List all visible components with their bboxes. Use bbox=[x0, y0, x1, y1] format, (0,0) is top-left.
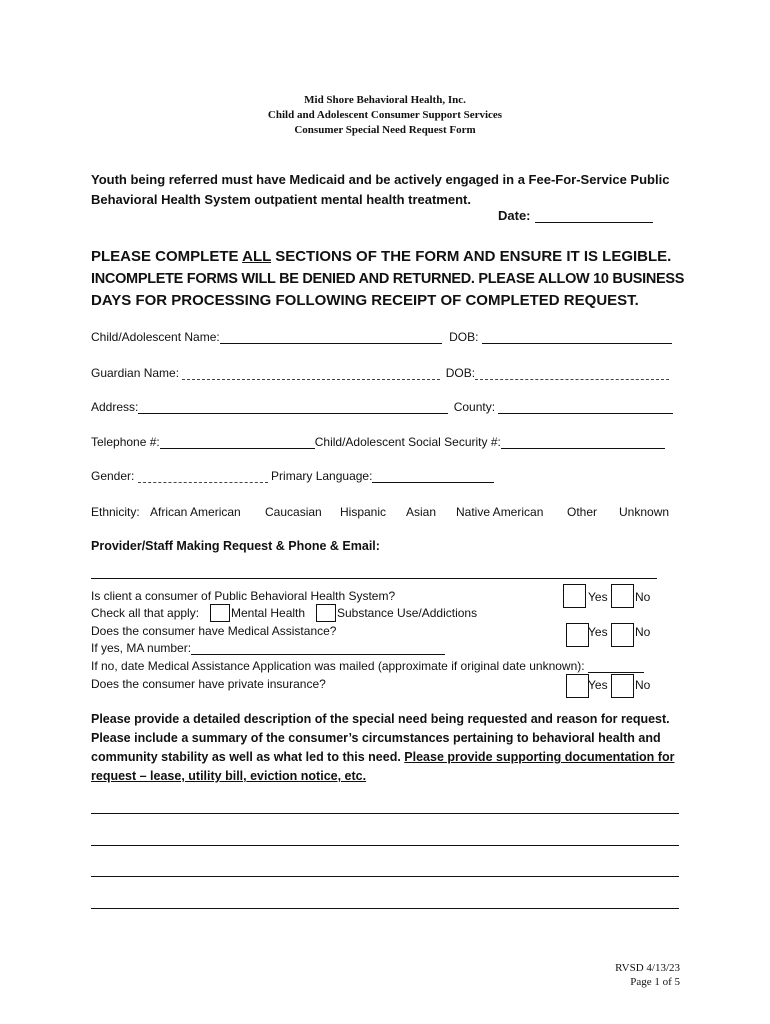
ethnicity-african-american[interactable]: African American bbox=[150, 505, 241, 519]
child-name-blank[interactable] bbox=[220, 331, 442, 344]
special-need-text: Please provide a detailed description of the special need being requested and reason for request. Please include a summary of the consumer’s circumstances pertaining to behavioral health and community stability as well as what led to this need. bbox=[91, 712, 670, 764]
telephone-blank[interactable] bbox=[160, 436, 315, 449]
q4-no-checkbox[interactable] bbox=[611, 674, 634, 698]
eligibility-text bbox=[91, 170, 691, 210]
provider-blank[interactable] bbox=[91, 578, 657, 579]
telephone-row bbox=[91, 435, 665, 449]
child-name-label: Child/Adolescent Name: bbox=[91, 330, 220, 344]
instructions-line-2: INCOMPLETE FORMS WILL BE DENIED AND RETURNED. PLEASE ALLOW 10 BUSINESS bbox=[91, 271, 685, 287]
description-line-1[interactable] bbox=[91, 813, 679, 814]
county-blank[interactable] bbox=[498, 401, 673, 414]
q-public-bh-system: Is client a consumer of Public Behavioral Health System? bbox=[91, 589, 396, 603]
special-need-instructions bbox=[91, 710, 691, 786]
revision-date: RVSD 4/13/23 bbox=[615, 962, 680, 974]
description-line-2[interactable] bbox=[91, 845, 679, 846]
ma-application-date-blank[interactable] bbox=[588, 660, 644, 673]
check-all-row bbox=[91, 606, 199, 620]
ethnicity-unknown[interactable]: Unknown bbox=[619, 505, 670, 519]
guardian-row bbox=[91, 366, 669, 380]
mental-health-label: Mental Health bbox=[231, 606, 306, 620]
instructions-all: ALL bbox=[242, 248, 272, 265]
check-all-label: Check all that apply: bbox=[91, 606, 200, 620]
description-line-3[interactable] bbox=[91, 876, 679, 877]
guardian-name-blank[interactable] bbox=[182, 367, 440, 380]
date-blank[interactable] bbox=[535, 209, 653, 223]
address-label: Address: bbox=[91, 400, 139, 414]
date-label: Date: bbox=[498, 208, 531, 223]
q2-yes-checkbox[interactable] bbox=[566, 623, 589, 647]
county-label: County: bbox=[453, 400, 496, 414]
language-label: Primary Language: bbox=[271, 469, 373, 483]
gender-label: Gender: bbox=[91, 469, 135, 483]
q1-yes-checkbox[interactable] bbox=[563, 584, 586, 608]
instructions-part-1: PLEASE COMPLETE bbox=[91, 248, 243, 265]
ma-number-row bbox=[91, 641, 445, 655]
form-title: Consumer Special Need Request Form bbox=[294, 124, 476, 136]
q4-yes-checkbox[interactable] bbox=[566, 674, 589, 698]
supporting-docs-text: Please provide supporting documentation for request – lease, utility bill, eviction notice, etc. bbox=[91, 750, 675, 783]
q1-yes-label: Yes bbox=[588, 590, 608, 604]
ethnicity-native-american[interactable]: Native American bbox=[456, 505, 544, 519]
ma-number-blank[interactable] bbox=[191, 642, 445, 655]
description-line-4[interactable] bbox=[91, 908, 679, 909]
q-medical-assistance: Does the consumer have Medical Assistance? bbox=[91, 624, 337, 638]
ethnicity-label: Ethnicity: bbox=[91, 505, 140, 519]
program-name: Child and Adolescent Consumer Support Services bbox=[267, 109, 503, 121]
eligibility-line-2: Behavioral Health System outpatient mental health treatment. bbox=[91, 192, 471, 207]
instructions-line-3: DAYS FOR PROCESSING FOLLOWING RECEIPT OF COMPLETED REQUEST. bbox=[91, 292, 639, 309]
q4-yes-label: Yes bbox=[588, 678, 608, 692]
substance-use-label: Substance Use/Addictions bbox=[337, 606, 478, 620]
ethnicity-other[interactable]: Other bbox=[567, 505, 598, 519]
ssn-blank[interactable] bbox=[501, 436, 665, 449]
q4-no-label: No bbox=[635, 678, 651, 692]
ma-application-label: If no, date Medical Assistance Application was mailed (approximate if original date unknown): bbox=[91, 659, 585, 673]
guardian-dob-label: DOB: bbox=[445, 366, 476, 380]
child-dob-label: DOB: bbox=[449, 330, 479, 344]
mental-health-checkbox[interactable] bbox=[210, 604, 230, 622]
eligibility-line-1: Youth being referred must have Medicaid and be actively engaged in a Fee-For-Service Public bbox=[91, 172, 670, 187]
ssn-label: Child/Adolescent Social Security #: bbox=[314, 435, 501, 449]
gender-blank[interactable] bbox=[138, 470, 268, 483]
q1-no-checkbox[interactable] bbox=[611, 584, 634, 608]
org-name: Mid Shore Behavioral Health, Inc. bbox=[304, 94, 466, 106]
child-dob-blank[interactable] bbox=[482, 331, 672, 344]
instructions-line-1 bbox=[91, 246, 691, 268]
ethnicity-caucasian[interactable]: Caucasian bbox=[265, 505, 322, 519]
q2-no-checkbox[interactable] bbox=[611, 623, 634, 647]
ethnicity-hispanic[interactable]: Hispanic bbox=[340, 505, 387, 519]
q-private-insurance: Does the consumer have private insurance? bbox=[91, 677, 326, 691]
address-row bbox=[91, 400, 673, 414]
child-name-row bbox=[91, 330, 672, 344]
ethnicity-asian[interactable]: Asian bbox=[406, 505, 437, 519]
gender-row bbox=[91, 469, 494, 483]
ma-application-row bbox=[91, 659, 644, 673]
substance-use-checkbox[interactable] bbox=[316, 604, 336, 622]
telephone-label: Telephone #: bbox=[91, 435, 160, 449]
provider-label: Provider/Staff Making Request & Phone & Email: bbox=[91, 539, 380, 553]
guardian-name-label: Guardian Name: bbox=[91, 366, 180, 380]
address-blank[interactable] bbox=[138, 401, 448, 414]
q2-yes-label: Yes bbox=[588, 625, 608, 639]
instructions bbox=[91, 246, 691, 312]
q1-no-label: No bbox=[635, 590, 651, 604]
instructions-part-2: SECTIONS OF THE FORM AND ENSURE IT IS LEGIBLE. bbox=[271, 248, 672, 265]
q2-no-label: No bbox=[635, 625, 651, 639]
date-field[interactable] bbox=[498, 208, 653, 223]
ma-number-label: If yes, MA number: bbox=[91, 641, 192, 655]
guardian-dob-blank[interactable] bbox=[475, 367, 669, 380]
page-number: Page 1 of 5 bbox=[630, 976, 680, 988]
language-blank[interactable] bbox=[372, 470, 494, 483]
